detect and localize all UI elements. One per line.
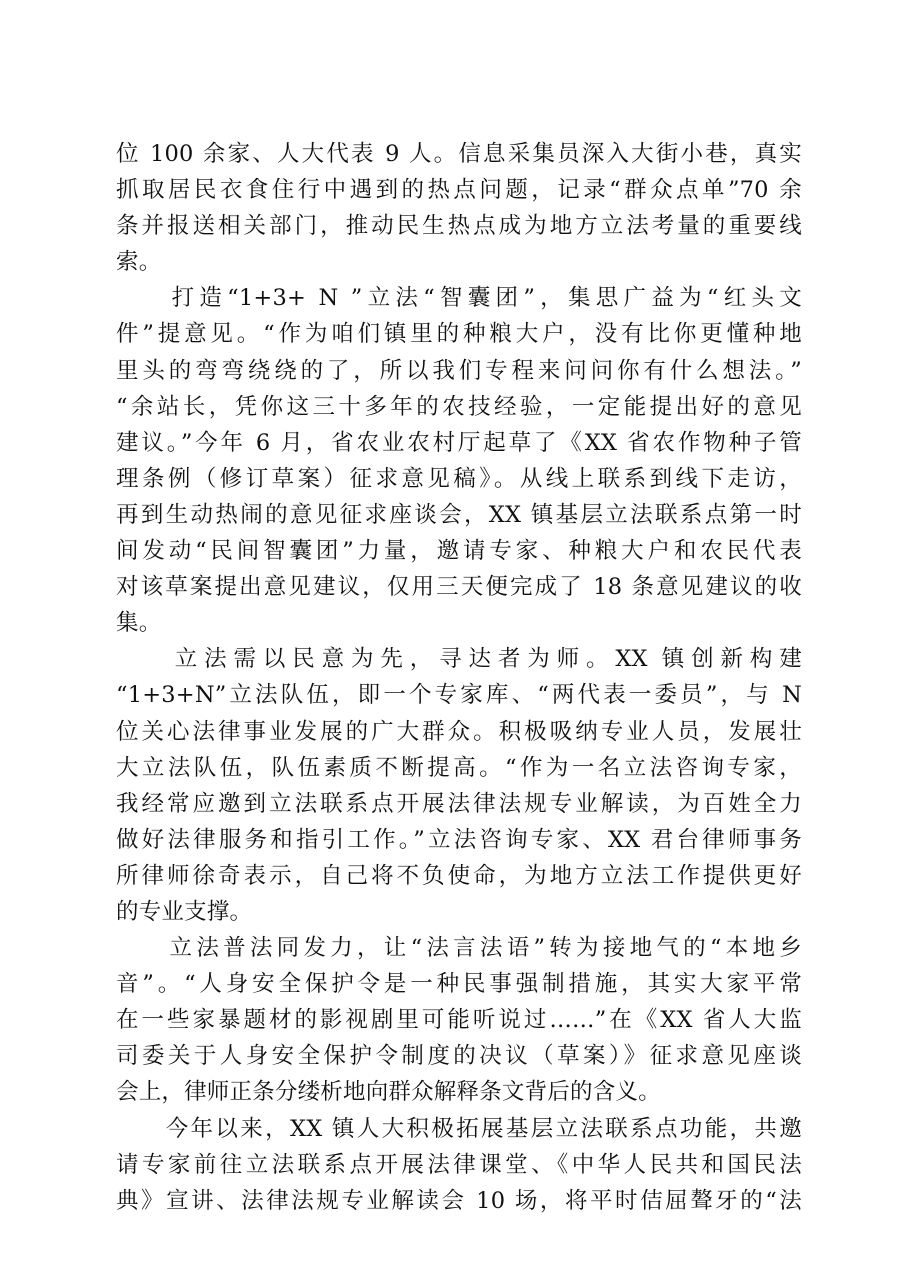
text-line: 再到生动热闹的意见征求座谈会，XX 镇基层立法联系点第一时 <box>116 501 802 528</box>
text-line: 件”提意见。“作为咱们镇里的种粮大户，没有比你更懂种地 <box>116 321 802 348</box>
text-line: 请专家前往立法联系点开展法律课堂、《中华人民共和国民法 <box>116 1151 802 1178</box>
text-line: “1+3+N”立法队伍，即一个专家库、“两代表一委员”，与 N <box>116 682 802 709</box>
text-line: 在一些家暴题材的影视剧里可能听说过……”在《XX 省人大监 <box>116 1007 802 1034</box>
text-line: 立法普法同发力，让“法言法语”转为接地气的“本地乡 <box>116 935 802 962</box>
text-line: 位 100 余家、人大代表 9 人。信息采集员深入大街小巷，真实 <box>116 141 802 167</box>
text-line: 司委关于人身安全保护令制度的决议（草案）》征求意见座谈 <box>116 1043 802 1070</box>
text-line: 里头的弯弯绕绕的了，所以我们专程来问问你有什么想法。” <box>116 357 802 384</box>
text-line: 对该草案提出意见建议，仅用三天便完成了 18 条意见建议的收 <box>116 574 802 601</box>
document-body <box>116 136 802 1219</box>
text-line: 打造“1+3+ N ”立法“智囊团”，集思广益为“红头文 <box>116 285 802 312</box>
text-line: 会上，律师正条分缕析地向群众解释条文背后的含义。 <box>116 1079 661 1106</box>
text-line: 所律师徐奇表示，自己将不负使命，为地方立法工作提供更好 <box>116 862 802 889</box>
text-line: 抓取居民衣食住行中遇到的热点问题，记录“群众点单”70 余 <box>116 177 802 204</box>
text-line: 条并报送相关部门，推动民生热点成为地方立法考量的重要线 <box>116 213 802 240</box>
text-line: 位关心法律事业发展的广大群众。积极吸纳专业人员，发展壮 <box>116 718 802 745</box>
text-line: 我经常应邀到立法联系点开展法律法规专业解读，为百姓全力 <box>116 790 802 817</box>
text-line: 理条例（修订草案）征求意见稿》。从线上联系到线下走访， <box>116 465 802 492</box>
text-line: 集。 <box>116 610 162 637</box>
text-line: 做好法律服务和指引工作。”立法咨询专家、XX 君台律师事务 <box>116 826 802 853</box>
text-line: 立法需以民意为先，寻达者为师。XX 镇创新构建 <box>116 646 802 673</box>
text-line: 建议。”今年 6 月，省农业农村厅起草了《XX 省农作物种子管 <box>116 429 802 456</box>
text-line: 的专业支撑。 <box>116 898 253 925</box>
text-line: 今年以来，XX 镇人大积极拓展基层立法联系点功能，共邀 <box>116 1115 802 1142</box>
text-line: 索。 <box>116 249 162 276</box>
text-line: 间发动“民间智囊团”力量，邀请专家、种粮大户和农民代表 <box>116 538 802 565</box>
text-line: 典》宣讲、法律法规专业解读会 10 场，将平时佶屈聱牙的“法 <box>116 1187 802 1214</box>
text-line: 大立法队伍，队伍素质不断提高。“作为一名立法咨询专家， <box>116 754 802 781</box>
text-line: “余站长，凭你这三十多年的农技经验，一定能提出好的意见 <box>116 393 802 420</box>
text-line: 音”。“人身安全保护令是一种民事强制措施，其实大家平常 <box>116 971 802 998</box>
